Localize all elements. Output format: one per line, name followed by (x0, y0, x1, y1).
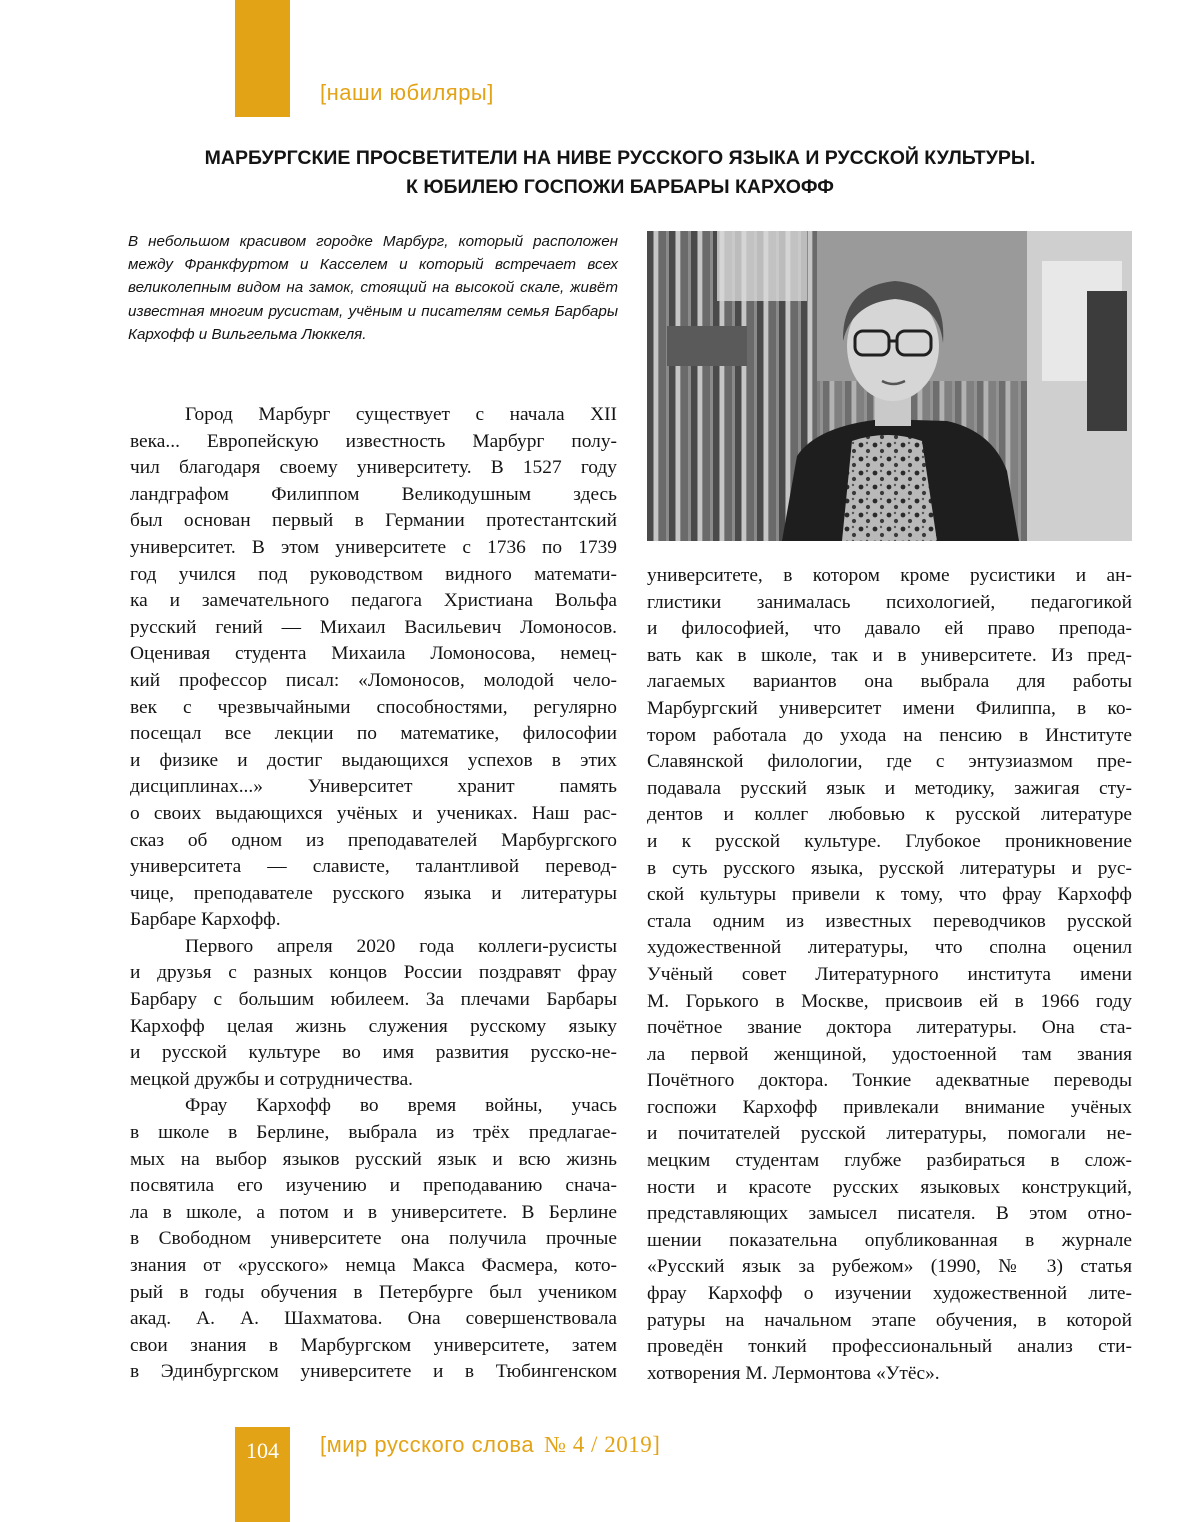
text-line: о своих выдающихся учёных и учениках. Наш рас- (130, 802, 617, 824)
text-line: «Русский язык за рубежом» (1990, № 3) статья (647, 1256, 1132, 1278)
text-line: Город Марбург существует с начала XII (185, 404, 617, 425)
title-line-1: МАРБУРГСКИЕ ПРОСВЕТИТЕЛИ НА НИВЕ РУССКОГО ЯЗЫКА И РУССКОЙ КУЛЬТУРЫ. (204, 147, 1036, 169)
text-line: и философией, что давало ей право препода- (647, 618, 1132, 640)
text-line: подавала русский язык и методику, зажигая сту- (647, 777, 1132, 799)
text-line: хотворения М. Лермонтова «Утёс». (647, 1362, 940, 1384)
text-line: Кархофф целая жизнь служения русскому языку (130, 1015, 617, 1037)
journal-footer (320, 1432, 660, 1458)
title-line-2: К ЮБИЛЕЮ ГОСПОЖИ БАРБАРЫ КАРХОФФ (406, 176, 834, 198)
text-line: и к русской культуре. Глубокое проникновение (647, 830, 1132, 852)
text-line: университете, в котором кроме русистики и ан- (647, 565, 1132, 586)
text-line: Марбургский университет имени Филиппа, в ко- (647, 697, 1132, 719)
text-line: лагаемых вариантов она выбрала для работы (647, 671, 1132, 693)
text-line: свои знания в Марбургском университете, затем (130, 1334, 617, 1356)
text-line: посвятила его изучению и преподаванию снача- (130, 1175, 617, 1197)
text-line: сказ об одном из преподавателей Марбургского (130, 829, 617, 851)
text-line: был основан первый в Германии протестантский (130, 510, 617, 532)
text-line: фрау Кархофф о изучении художественной лите- (647, 1283, 1132, 1305)
text-line: М. Горького в Москве, присвоив ей в 1966 году (647, 990, 1132, 1012)
text-line: шении показательна опубликованная в журнале (647, 1229, 1132, 1251)
section-rubric: [наши юбиляры] (320, 80, 494, 105)
article-column-right (647, 563, 1132, 1387)
journal-name: [мир русского слова (320, 1432, 535, 1457)
text-line: век с чрезвычайными способностями, регулярно (130, 696, 617, 718)
text-line: год учился под руководством видного математи- (130, 563, 617, 585)
text-line: и русской культуре во имя развития русско-не- (130, 1042, 617, 1064)
text-line: дентов и коллег любовью к русской литературе (647, 804, 1132, 826)
text-line: ландграфом Филиппом Великодушным здесь (130, 483, 617, 505)
text-line: в Эдинбургском университете и в Тюбингенском (130, 1361, 617, 1383)
text-line: мецкой дружбы и сотрудничества. (130, 1068, 414, 1090)
text-line: стала одним из известных переводчиков русской (647, 910, 1132, 932)
text-line: в школе в Берлине, выбрала из трёх предлагае- (130, 1122, 617, 1144)
article-column-left (130, 402, 617, 1386)
text-line: тором работала до ухода на пенсию в Институте (647, 724, 1132, 746)
text-line: ской культуры привели к тому, что фрау Кархофф (647, 884, 1132, 906)
text-line: мых на выбор языков русский язык и всю жизнь (130, 1148, 617, 1170)
text-line: Почётного доктора. Тонкие адекватные переводы (647, 1070, 1132, 1092)
text-line: ка и замечательного педагога Христиана Вольфа (130, 590, 617, 612)
text-line: чил благодаря своему университету. В 1527 году (130, 457, 617, 479)
text-line: рый в годы обучения в Петербурге был учеником (130, 1281, 617, 1303)
text-line: дисциплинах...» Университет хранит память (130, 776, 617, 798)
text-line: Славянской филологии, где с энтузиазмом пре- (647, 751, 1132, 773)
text-line: художественной литературы, что сполна оценил (647, 937, 1132, 959)
text-line: вать как в школе, так и в университете. Из пред- (647, 644, 1132, 666)
text-line: века... Европейскую известность Марбург полу- (130, 430, 617, 452)
journal-issue: № 4 / 2019] (544, 1432, 661, 1457)
text-line: и физике и достиг выдающихся успехов в этих (130, 749, 617, 771)
text-line: университет. В этом университете с 1736 по 1739 (130, 536, 617, 558)
text-line: ла первой женщиной, удостоенной там звания (647, 1043, 1132, 1065)
text-line: в суть русского языка, русской литературы и рус- (647, 857, 1132, 879)
text-line: ла в школе, а потом и в университете. В Берлине (130, 1201, 617, 1223)
text-line: знания от «русского» немца Макса Фасмера, кото- (130, 1255, 617, 1276)
text-line: и друзья с разных концов России поздравят фрау (130, 962, 617, 984)
text-line: Фрау Кархофф во время войны, учась (185, 1095, 617, 1117)
text-line: госпожи Кархофф привлекали внимание учёных (647, 1096, 1132, 1118)
text-line: ности и красоте русских языковых конструкций, (647, 1176, 1132, 1198)
text-line: проведён тонкий профессиональный анализ сти- (647, 1336, 1132, 1358)
text-line: кий профессор писал: «Ломоносов, молодой чело- (130, 669, 617, 691)
page-number: 104 (246, 1438, 279, 1463)
text-line: акад. А. А. Шахматова. Она совершенствовала (130, 1308, 617, 1330)
article-lead: В небольшом красивом городке Марбург, который расположен между Франкфуртом и Касселем и который встречает всех великолепным видом на замок, стоящий на высокой скале, живёт известная многим русистам, учёным и писателям семья Барбары Кархофф и Вильгельма Люккеля. (128, 233, 618, 343)
text-line: мецким студентам глубже разбираться в слож- (647, 1150, 1132, 1172)
text-line: университета — слависте, талантливой перевод- (130, 856, 617, 878)
text-line: Барбару с большим юбилеем. За плечами Барбары (130, 989, 617, 1011)
text-line: и почитателей русской литературы, помогали не- (647, 1123, 1132, 1145)
text-line: Учёный совет Литературного института имени (647, 963, 1132, 985)
text-line: русский гений — Михаил Васильевич Ломоносов. (130, 616, 617, 638)
text-line: чице, преподавателе русского языка и литературы (130, 882, 617, 904)
text-line: Барбаре Кархофф. (130, 909, 281, 931)
accent-bar-top (235, 0, 290, 117)
text-line: почётное звание доктора литературы. Она ста- (647, 1017, 1132, 1039)
portrait-photo (647, 231, 1132, 541)
text-line: ратуры на начальном этапе обучения, в которой (647, 1309, 1132, 1331)
text-line: в Свободном университете она получила прочные (130, 1228, 617, 1250)
article-title (160, 144, 1080, 202)
text-line: представляющих замысел писателя. В этом отно- (647, 1203, 1132, 1225)
text-line: Первого апреля 2020 года коллеги-русисты (185, 935, 617, 957)
text-line: посещал все лекции по математике, философии (130, 723, 617, 745)
text-line: Оценивая студента Михаила Ломоносова, немец- (130, 643, 617, 665)
text-line: глистики занималась психологией, педагогикой (647, 591, 1132, 613)
